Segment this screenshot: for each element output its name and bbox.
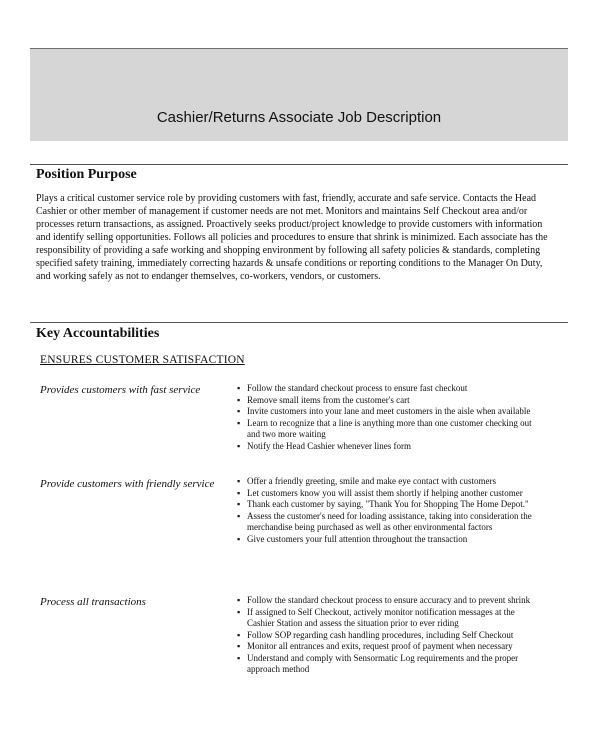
category-label-friendly-service: Provide customers with friendly service bbox=[40, 478, 215, 490]
list-item: ▪ Follow SOP regarding cash handling procedures, including Self Checkout bbox=[237, 630, 537, 642]
list-item: ▪ Give customers your full attention throughout the transaction bbox=[237, 534, 537, 546]
list-item: ▪ Notify the Head Cashier whenever lines form bbox=[237, 441, 537, 453]
position-purpose-text: Plays a critical customer service role by providing customers with fast, friendly, accurate and safe service. Contacts the Head Cashier or other member of management if customer needs are not met. Monitors and maintains Self Checkout area and/or processes return transactions, as assigned. Proactively seeks product/project knowledge to provide customers with information and identify selling opportunities. Follows all policies and procedures to ensure that shrink is minimized. Each associate has the responsibility of providing a safe working and shopping environment by following all safety policies & standards, completing specified safety training, immediately correcting hazards & unsafe conditions or reporting conditions to the Manager On Duty, and working safely as not to endanger themselves, co-workers, vendors, or customers. bbox=[36, 193, 548, 282]
list-item: ▪ Assess the customer's need for loading assistance, taking into consideration the merchandise being purchased as well as other environmental factors bbox=[237, 511, 537, 534]
list-item: ▪ Understand and comply with Sensormatic Log requirements and the proper approach method bbox=[237, 653, 537, 676]
title-banner bbox=[30, 48, 568, 141]
position-purpose-heading: Position Purpose bbox=[36, 167, 137, 182]
section-divider bbox=[30, 322, 568, 323]
list-item: ▪ Follow the standard checkout process to ensure accuracy and to prevent shrink bbox=[237, 595, 537, 607]
document-title: Cashier/Returns Associate Job Description bbox=[156, 109, 442, 126]
process-transactions-list bbox=[237, 595, 537, 676]
list-item: ▪ Monitor all entrances and exits, request proof of payment when necessary bbox=[237, 641, 537, 653]
list-item: ▪ Remove small items from the customer's cart bbox=[237, 395, 537, 407]
list-item: ▪ Offer a friendly greeting, smile and make eye contact with customers bbox=[237, 476, 537, 488]
list-item: ▪ Learn to recognize that a line is anything more than one customer checking out and two more waiting bbox=[237, 418, 537, 441]
friendly-service-list bbox=[237, 476, 537, 545]
list-item: ▪ Invite customers into your lane and meet customers in the aisle when available bbox=[237, 406, 537, 418]
list-item: ▪ Follow the standard checkout process to ensure fast checkout bbox=[237, 383, 537, 395]
list-item: ▪ If assigned to Self Checkout, actively monitor notification messages at the Cashier Station and assess the situation prior to ever riding bbox=[237, 607, 537, 630]
list-item: ▪ Thank each customer by saying, "Thank You for Shopping The Home Depot." bbox=[237, 499, 537, 511]
fast-service-list bbox=[237, 383, 537, 452]
list-item: ▪ Let customers know you will assist them shortly if helping another customer bbox=[237, 488, 537, 500]
category-label-process-transactions: Process all transactions bbox=[40, 596, 146, 608]
key-accountabilities-heading: Key Accountabilities bbox=[36, 326, 160, 341]
section-divider bbox=[30, 164, 568, 165]
customer-satisfaction-subheading: ENSURES CUSTOMER SATISFACTION bbox=[40, 354, 245, 366]
category-label-fast-service: Provides customers with fast service bbox=[40, 384, 201, 396]
